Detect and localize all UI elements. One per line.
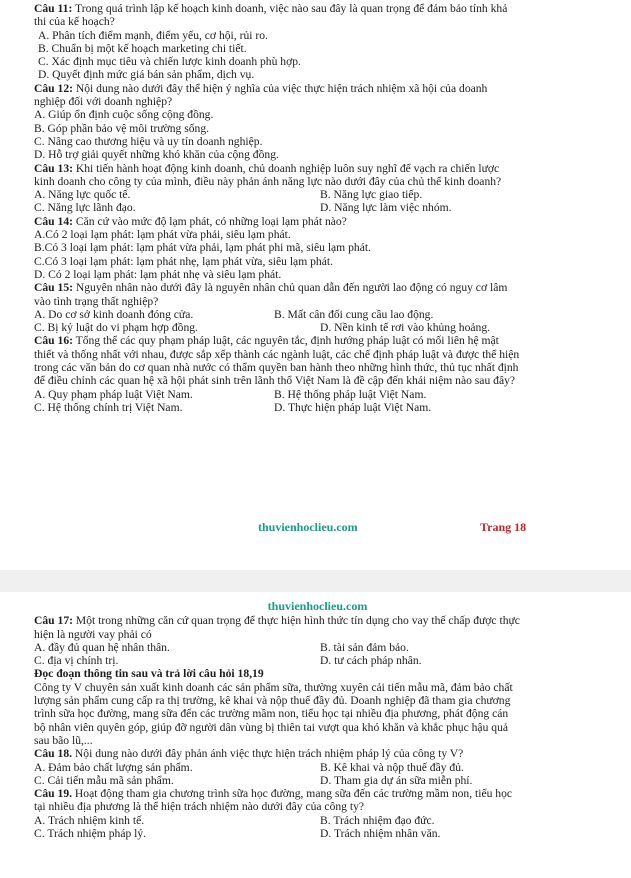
option-b: B. Hệ thống pháp luật Việt Nam. xyxy=(274,387,427,401)
question-16 xyxy=(34,334,607,414)
option-d: D. tư cách pháp nhân. xyxy=(320,654,422,668)
reading-title: Đọc đoạn thông tin sau và trả lời câu hỏi 18,19 xyxy=(34,667,264,681)
question-text: Căn cứ vào mức độ lạm phát, có những loại lạm phát nào? xyxy=(72,214,347,228)
question-number: Câu 14: xyxy=(34,214,73,228)
option-b: B. Góp phần bảo vệ môi trường sống. xyxy=(34,121,210,135)
options-row xyxy=(34,654,607,667)
question-17-stem xyxy=(34,614,607,627)
reading-text: bộ nhân viên quyên góp, giúp đỡ người dân vùng bị thiên tai vượt qua khó khăn và khắc phục hậu quả xyxy=(34,720,509,734)
options-row xyxy=(34,814,607,827)
question-number: Câu 16: xyxy=(34,334,73,348)
question-number: Câu 19. xyxy=(34,787,73,801)
options-row xyxy=(34,201,607,214)
reading-text: sau bão lũ,... xyxy=(34,733,93,747)
option-d: D. Có 2 loại lạm phát: lạm phát nhẹ và siêu lạm phát. xyxy=(34,267,282,281)
options-row xyxy=(34,388,607,401)
question-13-stem xyxy=(34,162,607,175)
question-text: Hoạt động tham gia chương trình sữa học đường, mang sữa đến các trường mầm non, tiểu học xyxy=(72,787,513,801)
option-b: B. Năng lực giao tiếp. xyxy=(320,188,423,202)
question-text: Một trong những căn cứ quan trọng để thực hiện hình thức tín dụng cho vay thế chấp được thực xyxy=(72,614,520,628)
question-11 xyxy=(34,2,607,82)
option-b: B. tài sản đảm bảo. xyxy=(320,640,409,654)
question-17 xyxy=(34,614,607,667)
option-a: A. Giúp ổn định cuộc sống cộng đồng. xyxy=(34,108,214,122)
option-a: A. Đảm bảo chất lượng sản phẩm. xyxy=(34,760,193,774)
question-number: Câu 15: xyxy=(34,281,73,295)
option-c: C. địa vị chính trị. xyxy=(34,654,119,668)
question-14-stem xyxy=(34,215,607,228)
question-text: thi của kế hoạch? xyxy=(34,15,115,29)
question-19-stem xyxy=(34,787,607,800)
option-c: C. Bị kỷ luật do vi phạm hợp đồng. xyxy=(34,321,198,335)
question-text: Nguyên nhân nào dưới đây là nguyên nhân chủ quan dẫn đến người lao động có nguy cơ lâm xyxy=(72,281,508,295)
question-text: hiện là người vay phải có xyxy=(34,627,152,641)
question-text: Tổng thể các quy phạm pháp luật, các nguyên tắc, định hướng pháp luật có mối liên hệ mật xyxy=(72,334,499,348)
question-text: Nội dung nào dưới đây phản ánh việc thực hiện trách nhiệm pháp lý của công ty V? xyxy=(72,747,464,761)
question-number: Câu 11: xyxy=(34,2,73,15)
question-text: trong các văn bản do cơ quan nhà nước có thẩm quyền ban hành theo những hình thức, thủ tục nhất định xyxy=(34,361,519,375)
document-page-2 xyxy=(0,592,631,878)
option-c: C. Trách nhiệm pháp lý. xyxy=(34,827,147,841)
question-12-stem xyxy=(34,82,607,95)
option-d: D. Nền kinh tế rơi vào khủng hoảng. xyxy=(320,321,491,335)
options-row xyxy=(34,774,607,787)
option-c: C. Năng lực lãnh đạo. xyxy=(34,201,136,215)
option-b: B. Kê khai và nộp thuế đầy đủ. xyxy=(320,760,464,774)
options-row xyxy=(34,308,607,321)
question-number: Câu 13: xyxy=(34,161,73,175)
page-footer xyxy=(0,521,631,541)
question-18 xyxy=(34,747,607,787)
option-d: D. Năng lực làm việc nhóm. xyxy=(320,201,452,215)
option-b: B. Trách nhiệm đạo đức. xyxy=(320,813,435,827)
question-14 xyxy=(34,215,607,281)
page-number: Trang 18 xyxy=(480,520,527,534)
option-d: D. Hỗ trợ giải quyết những khó khăn của cộng đồng. xyxy=(34,148,279,162)
question-number: Câu 17: xyxy=(34,614,73,628)
option-d: D. Quyết định mức giá bán sản phẩm, dịch vụ. xyxy=(38,68,255,82)
option-b: B. Chuẩn bị một kế hoạch marketing chi tiết. xyxy=(38,41,247,55)
question-text: nghiệp đối với doanh nghiệp? xyxy=(34,95,173,109)
option-c: C.Có 3 loại lạm phát: lạm phát nhẹ, lạm phát vừa, siêu lạm phát. xyxy=(34,254,333,268)
question-text: Trong quá trình lập kế hoạch kinh doanh, việc nào sau đây là quan trọng để đảm bảo tính khả xyxy=(72,2,508,15)
question-19 xyxy=(34,787,607,840)
option-a: A. Do cơ sở kinh doanh đóng cửa. xyxy=(34,307,194,321)
option-a: A.Có 2 loại lạm phát: lạm phát vừa phải, siêu lạm phát. xyxy=(34,228,291,242)
question-11-stem xyxy=(34,2,607,15)
option-d: D. Thực hiện pháp luật Việt Nam. xyxy=(274,400,432,414)
option-d: D. Trách nhiệm nhân văn. xyxy=(320,827,441,841)
question-text: tại nhiều địa phương là thể hiện trách nhiệm nào dưới đây của công ty? xyxy=(34,800,365,814)
question-16-stem xyxy=(34,334,607,347)
option-a: A. Năng lực quốc tế. xyxy=(34,188,131,202)
option-a: A. Trách nhiệm kinh tế. xyxy=(34,813,145,827)
option-a: A. Quy phạm pháp luật Việt Nam. xyxy=(34,387,193,401)
option-a: A. đầy đủ quan hệ nhân thân. xyxy=(34,640,170,654)
reading-text: Công ty V chuyên sản xuất kinh doanh các sản phẩm sữa, thường xuyên cải tiến mẫu mã, đảm bảo chất xyxy=(34,680,513,694)
options-row xyxy=(34,641,607,654)
reading-text: lượng sản phẩm cung cấp ra thị trường, kê khai và nộp thuế đầy đủ. Doanh nghiệp đã tham gia chương xyxy=(34,694,511,708)
question-text: Khi tiến hành hoạt động kinh doanh, chủ doanh nghiệp luôn suy nghĩ để vạch ra chiến lược xyxy=(72,161,500,175)
question-text: Nội dung nào dưới đây thể hiện ý nghĩa của việc thực hiện trách nhiệm xã hội của doanh xyxy=(72,81,488,95)
reading-text: trình sữa học đường, mang sữa đến các trường mầm non, tiểu học tại nhiều địa phương, phát động cán xyxy=(34,707,509,721)
question-13 xyxy=(34,162,607,215)
question-text: vào tình trạng thất nghiệp? xyxy=(34,294,159,308)
options-row xyxy=(34,188,607,201)
question-number: Câu 18. xyxy=(34,747,73,761)
option-d: D. Tham gia dự án sữa miễn phí. xyxy=(320,773,473,787)
question-18-stem xyxy=(34,747,607,760)
question-text: kinh doanh cho công ty của mình, điều này phản ánh năng lực nào dưới đây của chủ thể kinh doanh? xyxy=(34,174,502,188)
question-number: Câu 12: xyxy=(34,81,73,95)
option-c: C. Xác định mục tiêu và chiến lược kinh doanh phù hợp. xyxy=(38,55,301,69)
options-row xyxy=(34,321,607,334)
question-text: thiết và thống nhất với nhau, được sắp xếp thành các ngành luật, các chế định pháp luật và được thể hiện xyxy=(34,347,520,361)
option-c: C. Cải tiến mẫu mã sản phẩm. xyxy=(34,773,174,787)
option-b: B.Có 3 loại lạm phát: lạm phát vừa phải, lạm phát phi mã, siêu lạm phát. xyxy=(34,241,371,255)
option-a: A. Phân tích điểm mạnh, điểm yếu, cơ hội, rủi ro. xyxy=(38,28,268,42)
footer-site-link[interactable]: thuvienhoclieu.com xyxy=(258,520,358,534)
reading-passage xyxy=(34,667,607,747)
option-c: C. Hệ thống chính trị Việt Nam. xyxy=(34,400,183,414)
options-row xyxy=(34,827,607,840)
question-text: để điều chỉnh các quan hệ xã hội phát sinh trên lãnh thổ Việt Nam là đề cập đến khái niệm nào sau đây? xyxy=(34,374,516,388)
question-15 xyxy=(34,281,607,334)
question-12 xyxy=(34,82,607,162)
options-row xyxy=(34,761,607,774)
question-15-stem xyxy=(34,281,607,294)
option-c: C. Nâng cao thương hiệu và uy tín doanh nghiệp. xyxy=(34,134,263,148)
option-b: B. Mất cân đối cung cầu lao động. xyxy=(274,307,434,321)
options-row xyxy=(34,401,607,414)
page-header-site-link[interactable]: thuvienhoclieu.com xyxy=(267,599,368,613)
